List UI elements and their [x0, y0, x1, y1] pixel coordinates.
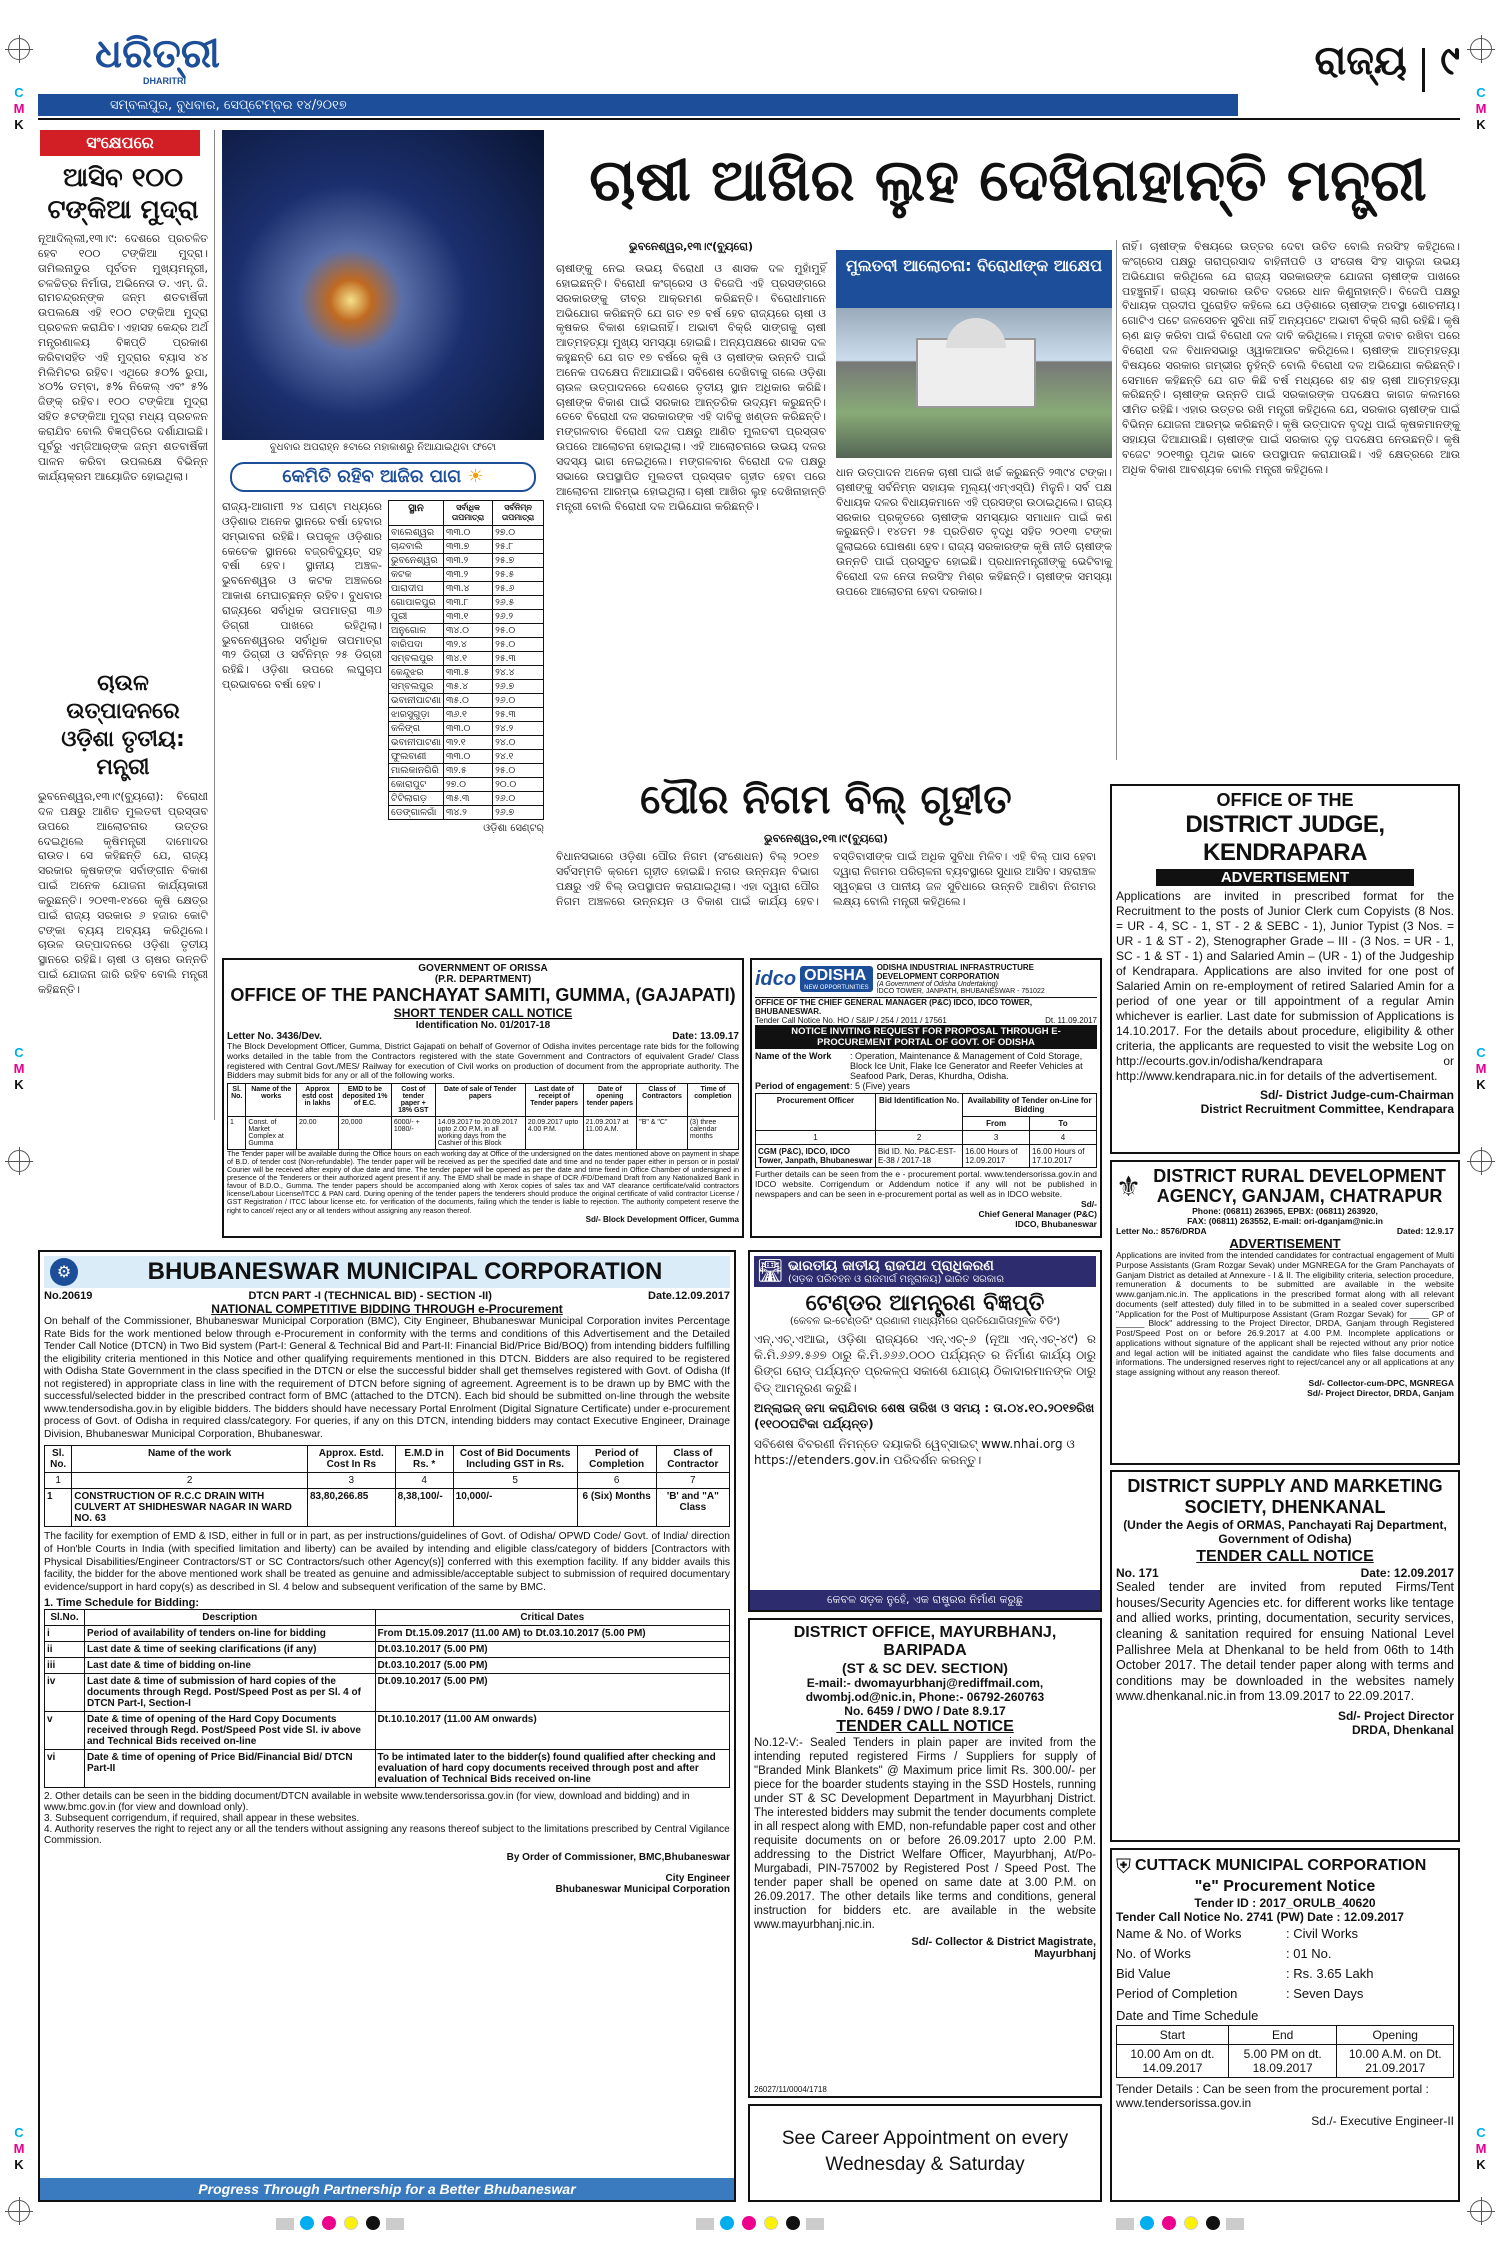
cmk-marks: C M K: [1475, 2125, 1487, 2172]
civic-body: ବିଧାନସଭାରେ ଓଡ଼ିଶା ପୌର ନିଗମ (ସଂଶୋଧନ) ବିଲ୍ ୨୦୧୭ ସର୍ବସମ୍ମତି କ୍ରମେ ଗୃହୀତ ହୋଇଛି। ନଗର ଉନ୍ନୟନ ବିଭାଗ ପକ୍ଷରୁ ଏହି ବିଲ୍ ଉପସ୍ଥାପନ କରାଯାଇଥିଲା। ଏହା ଦ୍ୱାରା ପୌର ନିଗମ ଅଞ୍ଚଳରେ ଉନ୍ନୟନ ଓ ବିକାଶ ପାଇଁ କାର୍ଯ୍ୟ ହେବ। ବସ୍ତିବାସୀଙ୍କ ପାଇଁ ଅଧିକ ସୁବିଧା ମିଳିବ। ଏହି ବିଲ୍ ପାସ ହେବା ଦ୍ୱାରା ନିଗମର ପରିଚାଳନା ବ୍ୟବସ୍ଥାରେ ସୁଧାର ଆସିବ। ସହରାଞ୍ଚଳ ସ୍ୱଚ୍ଛତା ଓ ପାନୀୟ ଜଳ ସୁବିଧାରେ ଉନ୍ନତି ଆଣିବା ନିଗମର ଲକ୍ଷ୍ୟ ବୋଲି ମନ୍ତ୍ରୀ କହିଥିଲେ।: [556, 850, 1100, 908]
career-box: See Career Appointment on every Wednesday & Saturday: [748, 2104, 1102, 2202]
header-rule: [38, 118, 1460, 120]
schedule-row: iv Last date & time of submission of hard copies of the documents through Regd. Post/Speed Post as per Sl. 4 of DTCN Part-I, Section-I Dt.09.10.2017 (5.00 PM): [45, 1674, 730, 1712]
weather-row: ଟିଟିଲାଗଡ଼ ୩୫.୩ ୨୬.୦: [389, 792, 544, 806]
weather-row: ବାରିପଦା ୩୨.୪ ୨୫.୦: [389, 638, 544, 652]
registration-mark: [8, 2200, 30, 2222]
assembly-photo: [836, 308, 1112, 458]
schedule-row: iii Last date & time of bidding on-line Dt.03.10.2017 (5.00 PM): [45, 1658, 730, 1674]
weather-row: ଅନୁଗୋଳ ୩୪.୦ ୨୫.୦: [389, 624, 544, 638]
photo-caption-banner: ମୁଲତବୀ ଆଲୋଚନା: ବିରୋଧୀଙ୍କ ଆକ୍ଷେପ: [836, 250, 1112, 308]
cmk-marks: C M K: [13, 85, 25, 132]
weather-row: କଟକ ୩୩.୨ ୨୫.୫: [389, 568, 544, 582]
main-dateline: ଭୁବନେଶ୍ୱର,୧୩।୯(ବ୍ୟୁରୋ): [629, 240, 753, 253]
weather-row: ପୁରୀ ୩୩.୧ ୨୬.୨: [389, 610, 544, 624]
main-col-1: ଚାଷୀଙ୍କୁ ନେଇ ଉଭୟ ବିରୋଧୀ ଓ ଶାସକ ଦଳ ମୁହାଁମୁହିଁ ହୋଇଛନ୍ତି। ବିରୋଧୀ କଂଗ୍ରେସ ଓ ବିଜେପି ଏହି ପ୍ରସଙ୍ଗରେ ସରକାରଙ୍କୁ ତୀବ୍ର ଆକ୍ରମଣ କରିଛନ୍ତି। ବିରୋଧୀମାନେ ଅଭିଯୋଗ କରିଛନ୍ତି ଯେ ଗତ ୧୭ ବର୍ଷ ହେବ ରାଜ୍ୟରେ ଚାଷୀ ଓ କୃଷକର ବିକାଶ ହୋଇନାହିଁ। ଅଭାବୀ ବିକ୍ରି ସାଙ୍ଗକୁ ଚାଷୀ ଆତ୍ମହତ୍ୟା ମୁଖ୍ୟ ସମସ୍ୟା ହୋଇଛି। ଅନ୍ୟପକ୍ଷରେ ଶାସକ ଦଳ କହୁଛନ୍ତି ଯେ ଗତ ୧୭ ବର୍ଷରେ କୃଷି ଓ ଚାଷୀଙ୍କ ଉନ୍ନତି ପାଇଁ ଅନେକ ପଦକ୍ଷେପ ନିଆଯାଇଛି। ସବିଶେଷ ଦେଖିବାକୁ ଗଲେ ଓଡ଼ିଶା ଚାଉଳ ଉତ୍ପାଦନରେ ଦେଶରେ ତୃତୀୟ ସ୍ଥାନ ଅଧିକାର କରିଛି। ଚାଷୀଙ୍କ ବିକାଶ ପାଇଁ ସରକାର ଆନ୍ତରିକ ଉଦ୍ୟମ କରୁଛନ୍ତି। ତେବେ ବିରୋଧୀ ଦଳ ସରକାରଙ୍କ ଏହି ଦାବିକୁ ଖଣ୍ଡନ କରିଛନ୍ତି। ମଙ୍ଗଳବାର ବିରୋଧୀ ଦଳ ପକ୍ଷରୁ ଆଣିତ ମୁଲତବୀ ପ୍ରସ୍ତାବ ଉପରେ ଆଲୋଚନା ହୋଇଥିଲା। ଏହି ଆଲୋଚନାରେ ଉଭୟ ଦଳର ସଦସ୍ୟ ଭାଗ ନେଇଥିଲେ। ମଙ୍ଗଳବାର ବିରୋଧୀ ଦଳ ପକ୍ଷରୁ ସଭାରେ ଉପସ୍ଥାପିତ ମୁଲତବୀ ପ୍ରସ୍ତାବ ଗୃହୀତ ହେବା ପରେ ଆଲୋଚନା ଆରମ୍ଭ ହୋଇଥିଲା। ଚାଷୀ ଆଖିର ଲୁହ ଦେଖିନାହାନ୍ତି ମନ୍ତ୍ରୀ ବୋଲି ବିରୋଧୀ ଦଳ ଅଭିଯୋଗ କରିଛନ୍ତି।: [556, 262, 830, 513]
civic-headline: ପୌର ନିଗମ ବିଲ୍ ଗୃହୀତ: [640, 777, 1012, 823]
ad-drda-ganjam: ⚜ DISTRICT RURAL DEVELOPMENT AGENCY, GANJAM, CHATRAPUR Phone: (06811) 263965, EPBX: (06811) 263920, FAX: (06811) 263552, E-mail: ori-dganjam@nic.in Letter No.: 8576/DRDA Dated: 12.9.17 ADVERTISEMENT Applications are invited from the intended candidates for contractual engagement of Multi Purpose Assistants (Gram Rozgar Sevak) under MGNREGA for the Gram Panchayats of Ganjam District as detailed at Annexure - I & II. The eligibility criteria, selection procedure, remuneration & documents to be submitted are available in the website www.ganjam.nic.in. The applications in the prescribed format along with all relevant documents (self attested) duly filled in to be submitted in a sealed cover superscribed "Application for the Post of Multipurpose Assistant (Gram Rozgar Sevak) for ____ GP of ______ Block" addressing to the Project Director, DRDA, Ganjam through Registered Post/Speed Post on or before 26.9.2017 at 4.00 P.M. Incomplete applications or applications without signature of the applicant shall be rejected without any prior notice and legal action will be initiated against the candidate who files false documents and informations. The undersigned reserves right to reject/cancel any or all applications at any stage assigning without any reason thereof. Sd/- Collector-cum-DPC, MGNREGA Sd/- Project Director, DRDA, Ganjam: [1110, 1160, 1460, 1465]
weather-row: ଫୁଲବାଣୀ ୩୩.୦ ୨୪.୧: [389, 750, 544, 764]
cmc-detail-row: Name & No. of Works : Civil Works: [1116, 1926, 1358, 1941]
cmk-marks: C M K: [13, 1045, 25, 1092]
cmc-detail-row: No. of Works : 01 No.: [1116, 1946, 1332, 1961]
ad-dhenkanal: DISTRICT SUPPLY AND MARKETING SOCIETY, DHENKANAL (Under the Aegis of ORMAS, Panchayati Raj Department, Government of Odisha) TENDER CALL NOTICE No. 171 Date: 12.09.2017 Sealed tender are invited from reputed Firms/Tent houses/Security Agencies etc. for different works like tentage and allied works, printing, documentation, security services, cleaning & sanitation required for ensuing National Level Pallishree Mela at Dhenkanal to be held from 06th to 14th October 2017. The detail tender paper along with terms and conditions may be downloaded in the websites namely www.dhenkanal.nic.in from 13.09.2017 to 22.09.2017. Sd/- Project Director DRDA, Dhenkanal: [1110, 1470, 1460, 1842]
page-number: ୯: [1440, 38, 1460, 84]
brief-column: [38, 162, 212, 1122]
main-col-2: ଧାନ ଉତ୍ପାଦନ ଅନେକ ଚାଷୀ ପାଇଁ ଖର୍ଚ୍ଚ କରୁଛନ୍ତି ୨୩୯୪ ଟଙ୍କା। ଚାଷୀଙ୍କୁ ସର୍ବନିମ୍ନ ସହାୟକ ମୂଲ୍ୟ(ଏମ୍‌ଏସ୍‌ପି) ମିଳୁନି। ସର୍ବ ପକ୍ଷ ବିଧାୟକ ଦଳର ବିଧାୟକମାନେ ଏହି ପ୍ରସଙ୍ଗ ଉଠାଇଥିଲେ। ରାଜ୍ୟ ସରକାର ପ୍ରକୃତରେ ଚାଷୀଙ୍କ ସମସ୍ୟାର ସମାଧାନ ପାଇଁ କଣ କରୁଛନ୍ତି। ୧୪ତମ ୨୫ ପ୍ରତିଶତ ବୃଦ୍ଧି ସହିତ ୨୦୧୩ ଟଙ୍କା ଜୁଲାଇରେ ଘୋଷଣା ହେବ। ରାଜ୍ୟ ସରକାରଙ୍କ କୃଷି ନୀତି ଚାଷୀଙ୍କ ଉନ୍ନତି ପାଇଁ ପ୍ରସ୍ତୁତ ହୋଇଛି। ପ୍ରଧାନମନ୍ତ୍ରୀଙ୍କୁ ଭେଟିବାକୁ ବିରୋଧୀ ଦଳ ନେତା ନରସିଂହ ମିଶ୍ର କହିଛନ୍ତି। ଚାଷୀଙ୍କ ସମସ୍ୟା ଉପରେ ଆଲୋଚନା ହେବା ଦରକାର।: [836, 466, 1116, 598]
ad-mayurbhanj: DISTRICT OFFICE, MAYURBHANJ, BARIPADA (ST & SC DEV. SECTION) E-mail:- dwomayurbhanj@rediffmail.com, dwombj.od@nic.in, Phone:- 06792-260763 No. 6459 / DWO / Date 8.9.17 TENDER CALL NOTICE No.12-V:- Sealed Tenders in plain paper are invited from the intending reputed registered Firms / Suppliers for supply of "Branded Mink Blankets" @ Maximum price limit Rs. 300.00/- per piece for the boarder students staying in the SSD Hostels, running under ST & SC Development Department in Mayurbhanj District. The interested bidders may submit the tender documents complete in all respect along with EMD, non-refundable paper cost and other requisite documents on or before 26.09.2017 upto 2.00 P.M. addressing to the District Welfare Officer, Mayurbhanj, At/Po-Murgabadi, PIN-757002 by Registered Post / Speed Post. The tender paper shall be opened on same date at 3.00 P.M. on 26.09.2017. The other details like terms and conditions, general instruction for bidders etc. are available in the website www.mayurbhanj.nic.in. Sd/- Collector & District Magistrate, Mayurbhanj 26027/11/0004/1718: [748, 1618, 1102, 2098]
nhai-logo-icon: 🛣: [756, 1259, 784, 1284]
brief-tag: ସଂକ୍ଷେପରେ: [40, 130, 200, 156]
main-col-3: ନାହିଁ। ଚାଷୀଙ୍କ ବିଷୟରେ ଉତ୍ତର ଦେବା ଉଚିତ ବୋଲି ନରସିଂହ କହିଥିଲେ। କଂଗ୍ରେସ ପକ୍ଷରୁ ତାରାପ୍ରସାଦ ବାହିନୀପତି ଓ ସଂତୋଷ ସିଂହ ସାଲୁଜା ଉଭୟ ଅଭିଯୋଗ କରିଥିଲେ ଯେ ରାଜ୍ୟ ସରକାରଙ୍କ ଯୋଜନା ଚାଷୀଙ୍କ ପାଖରେ ପହଞ୍ଚୁନାହିଁ। ରାଜ୍ୟ ସରକାର ଉଚିତ ଦରରେ ଧାନ କିଣୁନାହାନ୍ତି। ବିଜେପି ପକ୍ଷରୁ ବିଧାୟକ ପ୍ରଦୀପ ପୁରୋହିତ କହିଲେ ଯେ ଓଡ଼ିଶାରେ ଚାଷୀଙ୍କ ଅବସ୍ଥା ଶୋଚନୀୟ। ଗୋଟିଏ ପଟେ ଜଳସେଚନ ସୁବିଧା ନାହିଁ ଅନ୍ୟପଟେ ଅଭାବୀ ବିକ୍ରି ଲାଗି ରହିଛି। କୃଷି ଋଣ ଛାଡ଼ କରିବା ପାଇଁ ବିରୋଧୀ ଦଳ ଦାବି କରିଥିଲେ। ମନ୍ତ୍ରୀ ଜବାବ ରଖିବା ପରେ ବିରୋଧୀ ଦଳ ବିଧାନସଭାରୁ ଓ୍ୱାକଆଉଟ କରିଥିଲେ। ଚାଷୀଙ୍କ ଆତ୍ମହତ୍ୟା ବିଷୟରେ ସରକାର ଗମ୍ଭୀର ନୁହଁନ୍ତି ବୋଲି ବିରୋଧୀ ଦଳ ଅଭିଯୋଗ କରିଛନ୍ତି। ସେମାନେ କହିଛନ୍ତି ଯେ ଗତ କିଛି ବର୍ଷ ମଧ୍ୟରେ ଶହ ଶହ ଚାଷୀ ଆତ୍ମହତ୍ୟା କରିଛନ୍ତି। ଚାଷୀଙ୍କ ଉନ୍ନତି ପାଇଁ ସରକାରଙ୍କ ପଦକ୍ଷେପ କାଗଜ କଲମରେ ସୀମିତ ରହିଛି। ଏହାର ଉତ୍ତର ରଖି ମନ୍ତ୍ରୀ କହିଥିଲେ ଯେ, ସରକାର ଚାଷୀଙ୍କ ପାଇଁ ବିଭିନ୍ନ ଯୋଜନା ଆରମ୍ଭ କରିଛନ୍ତି। କୃଷି ଉତ୍ପାଦନ ବୃଦ୍ଧି ପାଇଁ କୃଷକମାନଙ୍କୁ ସହାୟତା ଦିଆଯାଉଛି। ଚାଷୀଙ୍କ ପାଇଁ ସରକାର ଦୃଢ଼ ପଦକ୍ଷେପ ନେଉଛନ୍ତି। କୃଷି ବଜେଟ ୨୦୧୩ରୁ ପୃଥକ ଭାବେ ଉପସ୍ଥାପନ କରାଯାଉଛି। ଏହି କ୍ଷେତ୍ରରେ ଆଉ ଅଧିକ ବିକାଶ ଆବଶ୍ୟକ ବୋଲି ମନ୍ତ୍ରୀ କହିଥିଲେ।: [1122, 240, 1464, 476]
main-headline: ଚାଷୀ ଆଖିର ଲୁହ ଦେଖିନାହାନ୍ତି ମନ୍ତ୍ରୀ: [589, 146, 1427, 214]
cmc-detail-row: Bid Value : Rs. 3.65 Lakh: [1116, 1966, 1374, 1981]
column-rule: [1116, 240, 1117, 760]
weather-source: ଓଡ଼ିଶା ସେଣ୍ଟର୍: [483, 823, 544, 834]
schedule-row: v Date & time of opening of the Hard Copy Documents received through Regd. Post/Speed Post vide Sl. iv above and Technical Bids received on-line Dt.10.10.2017 (11.00 AM onwards): [45, 1712, 730, 1750]
registration-mark: [1470, 2200, 1492, 2222]
cmk-marks: C M K: [1475, 85, 1487, 132]
weather-row: ଡେଙ୍ଗାଳଗାଁ ୩୪.୨ ୨୬.୭: [389, 806, 544, 820]
weather-row: କଳିଙ୍ଗ ୩୩.୦ ୨୪.୨: [389, 722, 544, 736]
ad-bmc: ⚙ BHUBANESWAR MUNICIPAL CORPORATION No.20619 DTCN PART -I (TECHNICAL BID) - SECTION -II) Date.12.09.2017 NATIONAL COMPETITIVE BIDDING THROUGH e-Procurement On behalf of the Commissioner, Bhubaneswar Municipal Corporation (BMC), City Engineer, Bhubaneswar Municipal Corporation invites Percentage Rate Bids for the work mentioned below through e-Procurement in conformity with the terms and conditions of this Advertisement and the Detailed Tender Call Notice (DTCN) in Two Bid system (Part-I: General & Technical Bid and Part-II: Financial Bid/Price Bid/BOQ) from intending bidders fulfilling the eligibility criteria mentioned in this Notice and other qualifying requirements mentioned in this DTCN. Bidders are also required to be registered with Odisha State Government in the class specified in the DTCN or else the successful bidder shall get themselves registered with Govt. of Odisha (If not registered) in appropriate class in line with the requirement of DTCN before signing of agreement. Agreement is to be drawn up by BMC with the successful/selected bidder in the prescribed contract form of BMC (attached to the DTCN). Each bid should be submitted on-line through the website www.tendersodisha.gov.in by eligible bidders. The bidders should have necessary Portal Enrolment (Digital Signature Certificate) under e-procurement process of Govt. of Odisha in required class/category. For queries, if any on this DTCN, intending bidders may contact Executive Engineer, Drainage Division, Bhubaneswar Municipal Corporation, Bhubaneswar. Sl. No. Name of the work Approx. Estd. Cost In Rs E.M.D in Rs. * Cost of Bid Documents Including GST in Rs. Period of Completion Class of Contractor 1 2 3 4 5 6 7 1 CONSTRUCTION OF R.C.C DRAIN WITH CULVERT AT SHIDHESWAR NAGAR IN WARD NO. 63 83,80,266.85 8,38,100/- 10,000/- 6 (Six) Months 'B' and "A" Class The facility for exemption of EMD & ISD, either in full or in part, as per instructions/guidelines of Govt. of Odisha/ OPWD Code/ Govt. of India/ direction of Hon'ble Courts in India (with specified limitation and liberty) can be availed by intending and eligible class/category of bidders [Contractors with Physical Disabilities/Engineer Contractors/ST or SC Contractors/such other Agency(s)] conferred with this exemption facility. If any bidder avails this facility, the bidder for the above mentioned work shall be treated as genuine and admissible/acceptable subject to submission of required documentary evidence/support in hard copy(s) as described in Sl. 4 below and subsequent verification of the same by BMC. 1. Time Schedule for Bidding: Sl.No. Description Critical Dates i Period of availability of tenders on-line for bidding From Dt.15.09.2017 (11.00 AM) to Dt.03.10.2017 (5.00 PM) ii Last date & time of seeking clarifications (if any) Dt.03.10.2017 (5.00 PM) iii Last date & time of bidding on-line Dt.03.10.2017 (5.00 PM) iv Last date & time of submission of hard copies of the documents through Regd. Post/Speed Post as per Sl. 4 of DTCN Part-I, Section-I Dt.09.10.2017 (5.00 PM) v Date & time of opening of the Hard Copy Documents received through Regd. Post/Speed Post vide Sl. iv above and Technical Bids received on-line Dt.10.10.2017 (11.00 AM onwards) vi Date & time of opening of Price Bid/Financial Bid/ DTCN Part-II To be intimated later to the bidder(s) found qualified after checking and evaluation of hard copy documents received through post and after evaluation of Technical Bids received on-line 2. Other details can be seen in the bidding document/DTCN available in website www.tendersorissa.gov.in (for view, download and bidding) and in www.bmc.gov.in (for view and download only). 3. Subsequent corrigendum, if required, shall appear in these websites. 4. Authority reserves the right to reject any or all the tenders without assigning any reasons thereof subject to the limitations prescribed by Central Vigilance Commission. By Order of Commissioner, BMC,Bhubaneswar City Engineer Bhubaneswar Municipal Corporation Progress Through Partnership for a Better Bhubaneswar: [38, 1250, 736, 2202]
satellite-image: [222, 130, 544, 440]
weather-title: କେମିତି ରହିବ ଆଜିର ପାଗ ☀: [230, 462, 536, 492]
weather-row: ବାଲେଶ୍ୱର ୩୩.୦ ୨୭.୦: [389, 526, 544, 540]
ad-cuttack-municipal: ⛨ CUTTACK MUNICIPAL CORPORATION "e" Procurement Notice Tender ID : 2017_ORULB_40620 Tender Call Notice No. 2741 (PW) Date : 12.09.2017 Name & No. of Works : Civil Works No. of Works : 01 No. Bid Value : Rs. 3.65 Lakh Period of Completion : Seven Days Date and Time Schedule Start End Opening 10.00 Am on dt. 14.09.2017 5.00 PM on dt. 18.09.2017 10.00 A.M. on Dt. 21.09.2017 Tender Details : Can be seen from the procurement portal : www.tendersorissa.gov.in Sd./- Executive Engineer-II: [1110, 1848, 1460, 2202]
weather-row: କେନ୍ଦୁଝର ୩୩.୫ ୨୪.୪: [389, 666, 544, 680]
brief-headline-2: ଚାଉଳ ଉତ୍ପାଦନରେ ଓଡ଼ିଶା ତୃତୀୟ: ମନ୍ତ୍ରୀ: [61, 671, 185, 780]
weather-row: ଭବାନୀପାଟଣା ୩୨.୧ ୨୪.୦: [389, 736, 544, 750]
schedule-row: vi Date & time of opening of Price Bid/Financial Bid/ DTCN Part-II To be intimated later to the bidder(s) found qualified after checking and evaluation of hard copy documents received through post and after evaluation of Technical Bids received on-line: [45, 1750, 730, 1788]
weather-row: ପାରାଦୀପ ୩୩.୪ ୨୫.୬: [389, 582, 544, 596]
schedule-row: ii Last date & time of seeking clarifications (if any) Dt.03.10.2017 (5.00 PM): [45, 1642, 730, 1658]
emblem-icon: ⚜: [1116, 1169, 1142, 1203]
masthead-logo: ଧରିତ୍ରୀ DHARITRI: [95, 31, 220, 86]
weather-row: ମାଲକାନଗିରି ୩୨.୫ ୨୫.୦: [389, 764, 544, 778]
weather-text: ରାଜ୍ୟ-ଆଗାମୀ ୨୪ ଘଣ୍ଟା ମଧ୍ୟରେ ଓଡ଼ିଶାର ଅନେକ ସ୍ଥାନରେ ବର୍ଷା ହେବାର ସମ୍ଭାବନା ରହିଛି। ଉପକୂଳ ଓଡ଼ିଶାର କେତେକ ସ୍ଥାନରେ ବଜ୍ରବିଦ୍ୟୁତ୍ ସହ ବର୍ଷା ହେବ। ସ୍ଥାନୀୟ ଅଞ୍ଚଳ- ଭୁବନେଶ୍ୱର ଓ କଟକ ଅଞ୍ଚଳରେ ଆକାଶ ମେଘାଚ୍ଛନ୍ନ ରହିବ। ବୁଧବାର ରାଜ୍ୟରେ ସର୍ବାଧିକ ତାପମାତ୍ରା ୩୬ ଡିଗ୍ରୀ ପାଖରେ ରହିଥିଲା। ଭୁବନେଶ୍ୱରର ସର୍ବାଧିକ ତାପମାତ୍ରା ୩୨ ଡିଗ୍ରୀ ଓ ସର୍ବନିମ୍ନ ୨୫ ଡିଗ୍ରୀ ରହିଛି। ଓଡ଼ିଶା ଉପରେ ଲଘୁଚାପ ପ୍ରଭାବରେ ବର୍ଷା ହେବ।: [222, 500, 386, 692]
ad-nhai: 🛣 ଭାରତୀୟ ଜାତୀୟ ରାଜପଥ ପ୍ରାଧିକରଣ (ସଡ଼କ ପରିବହନ ଓ ରାଜମାର୍ଗ ମନ୍ତ୍ରାଳୟ) ଭାରତ ସରକାର ଟେଣ୍ଡର ଆମନ୍ତ୍ରଣ ବିଜ୍ଞପ୍ତି (କେବଳ ଇ-ଟେଣ୍ଡରିଂ ପ୍ରଣାଳୀ ମାଧ୍ୟମରେ ପ୍ରତିଯୋଗିତାମୂଳକ ବିଡିଂ) ଏନ୍.ଏଚ୍.ଏଆଇ, ଓଡ଼ିଶା ରାଜ୍ୟରେ ଏନ୍.ଏଚ୍-୬ (ନୂଆ ଏନ୍.ଏଚ୍-୪୯) ର କି.ମି.୬୬୨.୫୬୭ ଠାରୁ କି.ମି.୬୬୬.୦୦୦ ପର୍ଯ୍ୟନ୍ତ ର ନିର୍ମାଣ କାର୍ଯ୍ୟ ଠାରୁ ରିଙ୍ଗ ରୋଡ୍ ପର୍ଯ୍ୟନ୍ତ ପ୍ରକଳ୍ପ ସକାଶେ ଯୋଗ୍ୟ ଠିକାଦାରମାନଙ୍କ ଠାରୁ ବିଡ୍ ଆମନ୍ତ୍ରଣ କରୁଛି। ଅନ୍‌ଲାଇନ୍ ଜମା କରାଯିବାର ଶେଷ ତାରିଖ ଓ ସମୟ : ତା.୦୪.୧୦.୨୦୧୭ରିଖ (୧୧୦୦ଘଟିକା ପର୍ଯ୍ୟନ୍ତ) ସବିଶେଷ ବିବରଣୀ ନିମନ୍ତେ ଦୟାକରି ୱେବ୍‌ସାଇଟ୍ www.nhai.org ଓ https://etenders.gov.in ପରିଦର୍ଶନ କରନ୍ତୁ। କେବଳ ସଡ଼କ ନୁହେଁ, ଏକ ରାଷ୍ଟ୍ରର ନିର୍ମାଣ କରୁଛୁ: [748, 1250, 1102, 1612]
weather-row: ଭୁବନେଶ୍ୱର ୩୩.୨ ୨୫.୭: [389, 554, 544, 568]
ad-panchayat-samiti-gumma: GOVERNMENT OF ORISSA (P.R. DEPARTMENT) OFFICE OF THE PANCHAYAT SAMITI, GUMMA, (GAJAPATI) SHORT TENDER CALL NOTICE Identification No. 01/2017-18 Letter No. 3436/Dev. Date: 13.09.17 The Block Development Officer, Gumma, District Gajapati on behalf of Governor of Odisha invites percentage rate bids for the following works detailed in the table from the Contractors registered with the state Government and Contractors of equivalent Grade/ Class registered with Central Govt./MES/ Railway for execution of Civil works on production of document from the appropriate authority. The Bidders may submit bids for any or all of the following works. Sl. No. Name of the works Approx estd cost in lakhs EMD to be deposited 1% of E.C. Cost of tender paper + 18% GST Date of sale of Tender papers Last date of receipt of Tender papers Date of opening tender papers Class of Contractors Time of completion 1 Const. of Market Complex at Gumma 20.00 20,000 6000/- + 1080/- 14.09.2017 to 20.09.2017 upto 2.00 P.M. in all working days from the Cashier of this Block 20.09.2017 upto 4.00 P.M. 21.09.2017 at 11.00 A.M. "B" & "C" (3) three calendar months The Tender paper will be available during the Office hours on each working day at Office of the undersigned on the dates mentioned above on payment in shape of B.D. of tender cost (Non-refundable). The tender paper will be received as per the specified date and time and no tender paper either in person or in postal/ Courier will be received after expiry of due date and time. The tender paper will be opened as per the date and time fixed in Office Chamber of undersigned in presence of the Tenderers or their authorized agent present if any. The EMD shall be made in shape of DCR /FD/Demand Draft from any Nationalized Bank in favour of B.D.O., Gumma. The tender papers should be accompanied along with Xerox copies of sales tax and VAT clearance certificate/valid contractors license/Labour License/ITCC & PAN card. During opening of the tender papers the tenderers should produce the original certificate of valid contractor License / GST Registration / ITCC labour license etc. for verification of the documents, failing which the tender is liable to rejection. The authority competent reserve the right to cancel/ reject any or all tenders without assigning any reason thereof. Sd/- Block Development Officer, Gumma: [222, 958, 744, 1238]
civic-dateline: ଭୁବନେଶ୍ୱର,୧୩।୯(ବ୍ୟୁରୋ): [764, 832, 888, 845]
satellite-caption: ବୁଧବାର ଅପରାହ୍ନ ୫ଟାରେ ମହାକାଶରୁ ନିଆଯାଇଥିବା ଫଟୋ: [269, 442, 497, 453]
schedule-row: i Period of availability of tenders on-line for bidding From Dt.15.09.2017 (11.00 AM) to Dt.03.10.2017 (5.00 PM): [45, 1626, 730, 1642]
registration-mark: [1470, 1150, 1492, 1172]
weather-row: ଝାରସୁଗୁଡ଼ା ୩୬.୧ ୨୫.୩: [389, 708, 544, 722]
weather-table: ସ୍ଥାନ ସର୍ବାଧିକ ତାପମାତ୍ରା ସର୍ବନିମ୍ନ ତାପମାତ୍ରା ବାଲେଶ୍ୱର ୩୩.୦ ୨୭.୦ ଚାନ୍ଦବାଲି ୩୩.୭ ୨୫.୮ ଭୁବନେଶ୍ୱର ୩୩.୨ ୨୫.୭ କଟକ ୩୩.୨ ୨୫.୫ ପାରାଦୀପ ୩୩.୪ ୨୫.୬ ଗୋପାଳପୁର ୩୩.୮ ୨୬.୫ ପୁରୀ ୩୩.୧ ୨୬.୨ ଅନୁଗୋଳ ୩୪.୦ ୨୫.୦ ବାରିପଦା ୩୨.୪ ୨୫.୦ ସମ୍ବଲପୁର ୩୪.୧ ୨୫.୩ କେନ୍ଦୁଝର ୩୩.୫ ୨୪.୪ ସମ୍ବଲପୁର ୩୫.୪ ୨୬.୭ ଭବାନୀପାଟଣା ୩୫.୦ ୨୬.୦ ଝାରସୁଗୁଡ଼ା ୩୬.୧ ୨୫.୩ କଳିଙ୍ଗ ୩୩.୦ ୨୪.୨ ଭବାନୀପାଟଣା ୩୨.୧ ୨୪.୦ ଫୁଲବାଣୀ ୩୩.୦ ୨୪.୧ ମାଲକାନଗିରି ୩୨.୫ ୨୫.୦ କୋରାପୁଟ ୨୭.୦ ୨୦.୦ ଟିଟିଲାଗଡ଼ ୩୫.୩ ୨୬.୦ ଡେଙ୍ଗାଳଗାଁ ୩୪.୨ ୨୬.୭ ଓଡ଼ିଶା ସେଣ୍ଟର୍: [388, 500, 544, 834]
brief-body-1: ନୂଆଦିଲ୍ଲୀ,୧୩।୯: ଦେଶରେ ପ୍ରଚଳିତ ହେବ ୧୦୦ ଟଙ୍କିଆ ମୁଦ୍ରା। ତାମିଲନାଡୁର ପୂର୍ବତନ ମୁଖ୍ୟମନ୍ତ୍ରୀ, ଚଳଚ୍ଚିତ୍ର ନିର୍ମାତା, ଅଭିନେତା ଡ. ଏମ୍. ଜି. ରାମଚନ୍ଦ୍ରନ୍‌ଙ୍କ ଜନ୍ମ ଶତବାର୍ଷିକୀ ଉପଲକ୍ଷେ ଏହି ୧୦୦ ଟଙ୍କିଆ ମୁଦ୍ରା ପ୍ରଚଳନ କରାଯିବ। ଏହାସହ କେନ୍ଦ୍ର ଅର୍ଥ ମନ୍ତ୍ରଣାଳୟ ବିଜ୍ଞପ୍ତି ପ୍ରକାଶ କରିବାସହିତ ଏହି ମୁଦ୍ରାର ବ୍ୟାସ ୪୪ ମିଲିମିଟର ରହିବ। ଏଥିରେ ୫୦% ରୁପା, ୪୦% ତମ୍ବା, ୫% ନିକେଲ୍ ଏବଂ ୫% ଜିଙ୍କ୍ ରହିବ। ୧୦୦ ଟଙ୍କିଆ ମୁଦ୍ରା ସହିତ ୫ଟଙ୍କିଆ ମୁଦ୍ରା ମଧ୍ୟ ପ୍ରଚଳନ କରାଯିବ ବୋଲି ବିଜ୍ଞପ୍ତିରେ ଦର୍ଶାଯାଇଛି। ପୂର୍ବରୁ ଏମ୍‌ଜିଆର୍‌ଙ୍କ ଜନ୍ମ ଶତବାର୍ଷିକୀ ପାଳନ କରିବା ଉପଲକ୍ଷେ ବିଭିନ୍ନ କାର୍ଯ୍ୟକ୍ରମ ଆୟୋଜିତ ହୋଇଥିଲା।: [38, 232, 212, 483]
weather-row: ଚାନ୍ଦବାଲି ୩୩.୭ ୨୫.୮: [389, 540, 544, 554]
weather-row: ଗୋପାଳପୁର ୩୩.୮ ୨୬.୫: [389, 596, 544, 610]
weather-row: ସମ୍ବଲପୁର ୩୪.୧ ୨୫.୩: [389, 652, 544, 666]
cmc-detail-row: Period of Completion : Seven Days: [1116, 1986, 1364, 2001]
bmc-logo-icon: ⚙: [50, 1258, 78, 1286]
weather-row: ଭବାନୀପାଟଣା ୩୫.୦ ୨୬.୦: [389, 694, 544, 708]
weather-row: କୋରାପୁଟ ୨୭.୦ ୨୦.୦: [389, 778, 544, 792]
section-name: ରାଜ୍ୟ: [1314, 38, 1407, 84]
sun-cloud-icon: ☀: [467, 466, 484, 487]
ad-idco: idco ODISHA NEW OPPORTUNITIES ODISHA INDUSTRIAL INFRASTRUCTURE DEVELOPMENT CORPORATION (A Government of Odisha Undertaking) IDCO TOWER, JANPATH, BHUBANESWAR - 751022 OFFICE OF THE CHIEF GENERAL MANAGER (P&C) IDCO, IDCO TOWER, BHUBANESWAR. Tender Call Notice No. HO / S&IP / 254 / 2011 / 17561 Dt. 11.09.2017 NOTICE INVITING REQUEST FOR PROPOSAL THROUGH E-PROCUREMENT PORTAL OF GOVT. OF ODISHA Name of the Work : Operation, Maintenance & Management of Cold Storage, Block Ice Unit, Flake Ice Generator and Reefer Vehicles at Seafood Park, Deras, Khurdha, Odisha. Period of engagement : 5 (Five) years Procurement Officer Bid Identification No. Availability of Tender on-Line for Bidding From To 1 2 3 4 CGM (P&C), IDCO, IDCO Tower, Janpath, Bhubaneswar Bid ID. No. P&C-EST-E-38 / 2017-18 16.00 Hours of 12.09.2017 16.00 Hours of 17.10.2017 Further details can be seen from the e - procurement portal. www.tendersorissa.gov.in and IDCO website. Corrigendum or Addendum notice if any will not be published in newspapers and can be seen in e-procurement portal as well as in IDCO website. Sd/- Chief General Manager (P&C) IDCO, Bhubaneswar: [750, 958, 1102, 1238]
print-color-bars: [130, 2214, 1390, 2234]
ad-district-judge: OFFICE OF THE DISTRICT JUDGE, KENDRAPARA ADVERTISEMENT Applications are invited in prescribed format for the Recruitment to the posts of Junior Clerk cum Copyists (8 Nos. = UR - 4, SC - 1, ST - 2 & SEBC - 1), Junior Typist (3 Nos. = UR - 1 & ST - 2), Stenographer Grade – III - (3 Nos. = UR - 1, SC - 1 & ST - 1) and Salaried Amin – (UR - 1) of the Judgeship of Kendrapara. Applications are also invited for one post of Salaried Amin on re-employment of retired Salaried Amin for a period of one year or till appointment of a regular Amin whichever is earlier. Last date for submission of Applications is 14.10.2017. For the details about procedure, eligibility & other criteria, the applicants are requested to visit the website Log on http://ecourts.gov.in/odisha/kendrapara or http://www.kendrapara.nic.in for details of the advertisement. Sd/- District Judge-cum-Chairman District Recruitment Committee, Kendrapara: [1110, 784, 1460, 1154]
registration-mark: [1470, 38, 1492, 60]
page-header: [1240, 38, 1460, 98]
cmk-marks: C M K: [13, 2125, 25, 2172]
brief-body-2: ଭୁବନେଶ୍ୱର,୧୩।୯(ବ୍ୟୁରୋ): ବିରୋଧୀ ଦଳ ପକ୍ଷରୁ ଆଣିତ ମୁଲତବୀ ପ୍ରସ୍ତାବ ଉପରେ ଆଲୋଚନାର ଉତ୍ତର ଦେଇଥିଲେ କୃଷିମନ୍ତ୍ରୀ ଦାମୋଦର ରାଉତ। ସେ କହିଛନ୍ତି ଯେ, ରାଜ୍ୟ ସରକାର କୃଷକଙ୍କ ସର୍ବାଙ୍ଗୀନ ବିକାଶ ପାଇଁ ଅନେକ ଯୋଜନା କାର୍ଯ୍ୟକାରୀ କରୁଛନ୍ତି। ୨୦୧୩-୧୪ରେ କୃଷି କ୍ଷେତ୍ର ପାଇଁ ରାଜ୍ୟ ସରକାର ୬ ହଜାର କୋଟି ଟଙ୍କା ବ୍ୟୟ ଅବ୍ୟୟ କରିଥିଲେ। ଚାଉଳ ଉତ୍ପାଦନରେ ଓଡ଼ିଶା ତୃତୀୟ ସ୍ଥାନରେ ରହିଛି। ଚାଷୀ ଓ ଚାଷର ଉନ୍ନତି ପାଇଁ ଯୋଜନା ଜାରି ରହିବ ବୋଲି ମନ୍ତ୍ରୀ କହିଛନ୍ତି।: [38, 790, 212, 996]
dateline: ସମ୍ବଲପୁର, ବୁଧବାର, ସେପ୍ଟେମ୍ବର ୧୪/୨୦୧୭: [110, 98, 347, 113]
registration-mark: [8, 38, 30, 60]
brief-headline-1: ଆସିବ ୧୦୦ ଟଙ୍କିଆ ମୁଦ୍ରା: [47, 163, 199, 225]
column-rule: [214, 130, 215, 1120]
registration-mark: [8, 1150, 30, 1172]
cmc-logo-icon: ⛨: [1116, 1854, 1131, 1878]
cmk-marks: C M K: [1475, 1045, 1487, 1092]
idco-logo: idco: [755, 967, 797, 990]
dateline-bar: [38, 94, 1238, 116]
weather-row: ସମ୍ବଲପୁର ୩୫.୪ ୨୬.୭: [389, 680, 544, 694]
